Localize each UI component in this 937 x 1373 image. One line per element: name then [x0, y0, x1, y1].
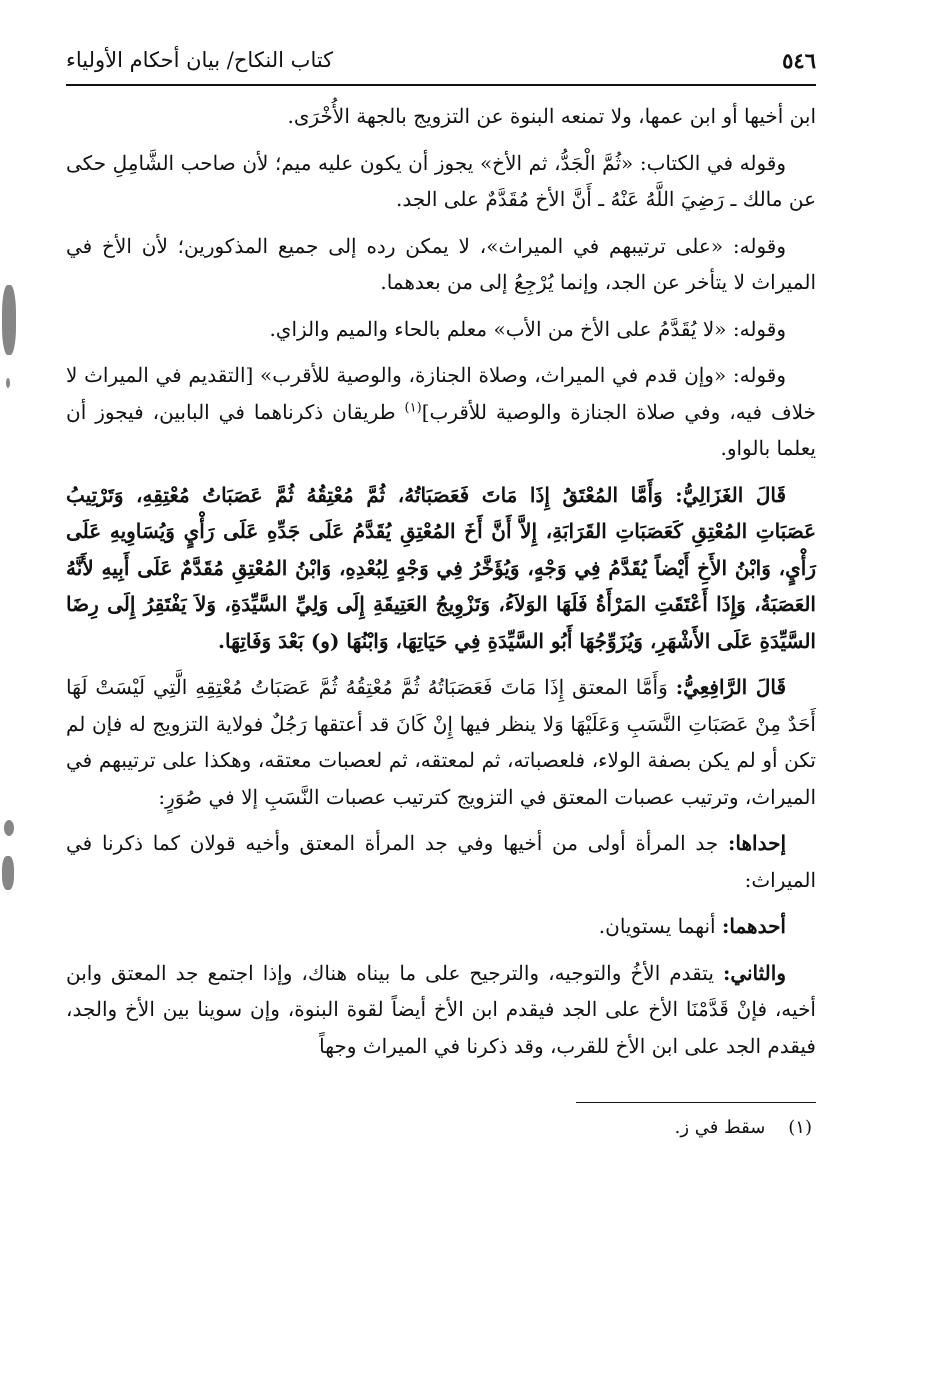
matn-paragraph — [66, 477, 816, 660]
scan-speck — [6, 378, 10, 388]
page-body — [66, 98, 816, 1138]
item-label: إحداها: — [728, 831, 786, 855]
paragraph-text: أنهما يستويان. — [598, 914, 722, 938]
running-title: كتاب النكاح/ بيان أحكام الأولياء — [66, 48, 334, 72]
paragraph-text: يتقدم الأخُ والتوجيه، والترجيح على ما بيناه هناك، وإذا اجتمع جد المعتق وابن أخيه، فإنْ قَدَّمْنَا الأخ على الجد فيقدم ابن الأخ أيضاً لقوة البنوة، وإن سوينا بين الأخ والجد، فيقدم الجد على ابن الأخ للقرب، وقد ذكرنا في الميراث وجهاً — [66, 960, 816, 1058]
paragraph — [66, 825, 816, 898]
commentary-paragraph — [66, 669, 816, 815]
paragraph — [66, 228, 816, 301]
paragraph-text: ابن أخيها أو ابن عمها، ولا تمنعه البنوة عن التزويج بالجهة الأُخْرَى. — [287, 104, 816, 128]
footnote-text: سقط في ز. — [674, 1117, 766, 1138]
speaker-label: قَالَ الغَزَالِيُّ: — [675, 482, 786, 507]
scan-speck — [2, 285, 16, 355]
paragraph — [66, 311, 816, 348]
paragraph-text: جد المرأة أولى من أخيها وفي جد المرأة المعتق وأخيه قولان كما ذكرنا في الميراث: — [66, 831, 816, 892]
paragraph-text: وَأَمَّا المُعْتَقُ إِذَا مَاتَ فَعَصَبَاتُهُ، ثُمَّ مُعْتِقُهُ ثُمَّ عَصَبَاتُ مُعْتِقِهِ، وَتَرْتِيبُ عَصَبَاتِ المُعْتِقِ كَعَصَبَاتِ القَرَابَةِ، إِلاَّ أَنَّ أَخَ المُعْتِقِ يُقَدَّمُ عَلَى جَدِّهِ عَلَى رَأْيٍ وَيُسَاوِيهِ عَلَى رَأْيٍ، وَابْنُ الأَخِ أَيْضاً يُقَدَّمُ فِي وَجْهٍ، وَيُؤَخَّرُ فِي وَجْهٍ لِبُعْدِهِ، وَابْنُ المُعْتِقِ مُقَدَّمٌ عَلَى أَبِيهِ لأَنَّهُ العَصَبَةُ، وَإِذَا أَعْتَقَتِ المَرْأَةُ فَلَهَا الوَلاَءُ، وَتَزْوِيجُ العَتِيقَةِ إِلَى وَلِيِّ السَّيِّدَةِ، وَلاَ يَفْتَقِرُ إِلَى رِضَا السَّيِّدَةِ عَلَى الأَشْهَرِ، وَيُزَوِّجُهَا أَبُو السَّيِّدَةِ فِي حَيَاتِهَا، وَابْنُهَا (و) بَعْدَ وَفَاتِهَا. — [66, 482, 816, 653]
paragraph-text: وقوله: «على ترتيبهم في الميراث»، لا يمكن رده إلى جميع المذكورين؛ لأن الأخ في الميراث لا يتأخر عن الجد، وإنما يُرْجِعُ إلى من بعدهما. — [66, 233, 816, 294]
running-head — [66, 40, 816, 86]
paragraph-text: وقوله: «وإن قدم في الميراث، وصلاة الجنازة، والوصية للأقرب» [التقديم في الميراث لا خلاف فيه، وفي صلاة الجنازة والوصية للأقرب] — [66, 363, 816, 424]
item-label: والثاني: — [722, 960, 786, 985]
paragraph-text: وقوله في الكتاب: «ثُمَّ الْجَدُّ، ثم الأخ» يجوز أن يكون عليه ميم؛ لأن صاحب الشَّامِلِ حكى عن مالك ـ رَضِيَ اللَّهُ عَنْهُ ـ أَنَّ الأخ مُقَدَّمٌ على الجد. — [66, 150, 816, 211]
footnote-marker: (١) — [788, 1117, 812, 1138]
footnote — [66, 1117, 816, 1138]
paragraph-text: وقوله: «لا يُقَدَّمُ على الأخ من الأب» معلم بالحاء والميم والزاي. — [269, 316, 786, 341]
footnote-divider — [576, 1102, 816, 1103]
footnote-reference[interactable]: (١) — [404, 399, 422, 415]
paragraph — [66, 98, 816, 135]
book-page — [66, 40, 816, 1350]
paragraph — [66, 145, 816, 218]
page-number: ٥٤٦ — [782, 48, 816, 73]
paragraph-text: وَأَمَّا المعتق إِذَا مَاتَ فَعَصَبَاتُهُ ثُمَّ مُعْتِقُهُ ثُمَّ عَصَبَاتُ مُعْتِقِهِ الَّتِي لَيْسَتْ لَهَا أَحَدٌ مِنْ عَصَبَاتِ النَّسَبِ وَعَلَيْهَا وَلا ينظر فيها إِنْ كَانَ قد أعتقها رَجُلٌ فولاية التزويج له فإن لم تكن أو لم يكن بصفة الولاء، فلعصباته، ثم لمعتقه، ثم لعصبات معتقه، وهكذا على ترتيبهم في الميراث، وترتيب عصبات المعتق في التزويج كترتيب عصبات النَّسَبِ إلا في صُوَرٍ: — [66, 675, 816, 809]
item-label: أحدهما: — [721, 914, 786, 938]
paragraph — [66, 908, 816, 945]
paragraph — [66, 955, 816, 1065]
speaker-label: قَالَ الرَّافِعِيُّ: — [675, 675, 787, 699]
paragraph-text: طريقان ذكرناهما في البابين، فيجوز أن يعلما بالواو. — [66, 399, 816, 460]
paragraph — [66, 357, 816, 467]
scan-speck — [2, 856, 14, 890]
scan-speck — [4, 820, 14, 836]
